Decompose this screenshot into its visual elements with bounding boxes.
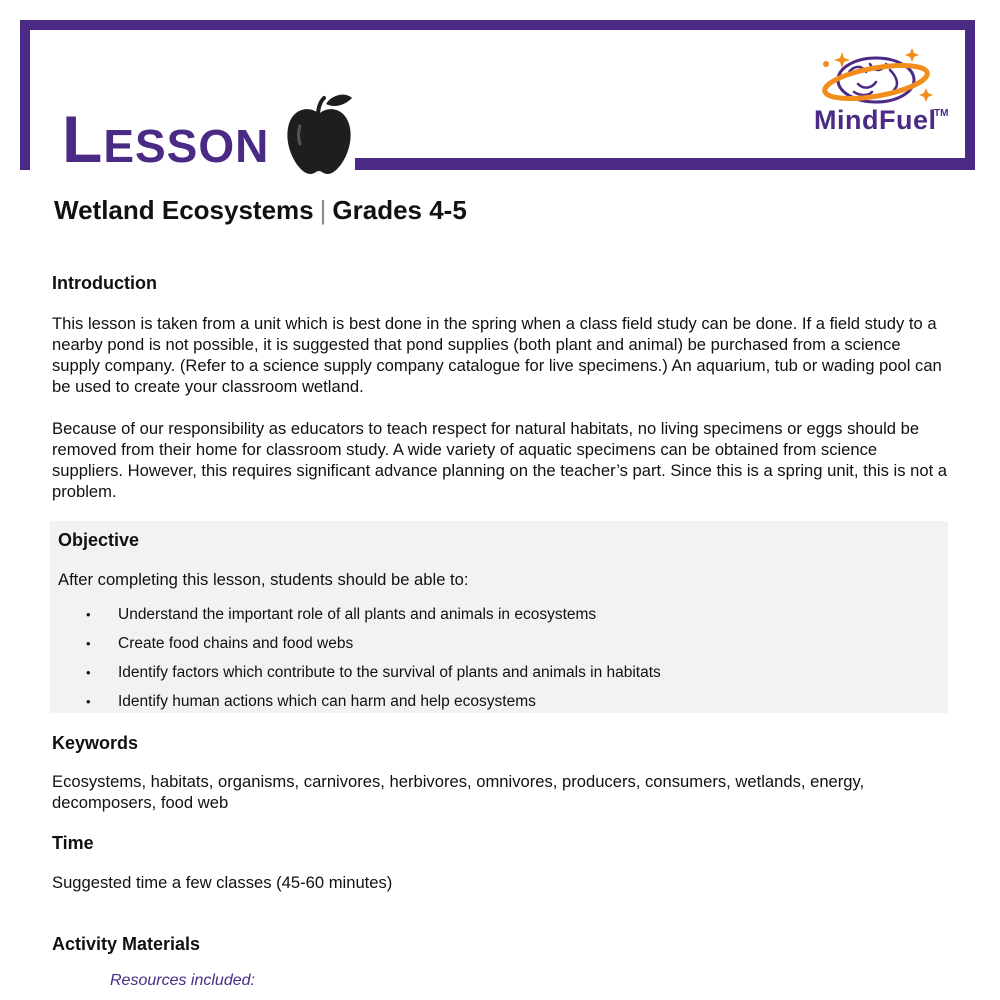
header-frame-bottom [355,158,975,170]
lesson-topic: Wetland Ecosystems [54,195,314,225]
bullet-icon: • [86,636,91,651]
header-frame-left [20,20,30,170]
introduction-heading: Introduction [52,273,157,293]
list-item [58,604,938,633]
objective-list [58,604,938,720]
keywords-heading: Keywords [52,733,139,753]
resources-included-label: Resources included: [110,972,255,989]
list-item-text: Understand the important role of all plants and animals in ecosystems [118,606,597,623]
keywords-text: Ecosystems, habitats, organisms, carnivores, herbivores, omnivores, producers, consumers, wetlands, energy, decomposers, food web [52,772,865,812]
bullet-icon: • [86,665,91,680]
introduction-paragraph-2: Because of our responsibility as educators to teach respect for natural habitats, no living specimens or eggs should be removed from their home for classroom study. A wide variety of aquatic specimens can be obtained from science suppliers. However, this requires significant advance planning on the teacher’s part. Since this is a spring unit, this is not a problem. [52,419,948,501]
bullet-icon: • [86,607,91,622]
apple-icon [282,92,356,176]
header-frame-top [20,20,975,30]
list-item [58,633,938,662]
list-item-text: Identify human actions which can harm and help ecosystems [118,693,536,710]
objective-heading: Objective [58,530,140,550]
trademark-symbol: TM [934,108,949,119]
objective-lead: After completing this lesson, students should be able to: [58,570,469,589]
list-item [58,662,938,691]
header-frame-right [965,20,975,170]
lesson-label: Lesson [62,102,270,176]
list-item-text: Identify factors which contribute to the survival of plants and animals in habitats [118,664,661,681]
page-title [54,193,467,227]
grade-level: Grades 4-5 [332,195,467,225]
mindfuel-logo-text: MindFuel [814,105,937,135]
bullet-icon: • [86,694,91,709]
list-item-text: Create food chains and food webs [118,635,354,652]
introduction-paragraph-1: This lesson is taken from a unit which is best done in the spring when a class field study can be done. If a field study to a nearby pond is not possible, it is suggested that pond supplies (both plant and animal) be purchased from a science supply company. (Refer to a science supply company catalogue for live specimens.) An aquarium, tub or wading pool can be used to create your classroom wetland. [52,314,942,396]
time-text: Suggested time a few classes (45-60 minutes) [52,873,393,892]
activity-materials-heading: Activity Materials [52,934,201,954]
list-item [58,691,938,720]
time-heading: Time [52,833,94,853]
title-separator: | [319,195,327,225]
